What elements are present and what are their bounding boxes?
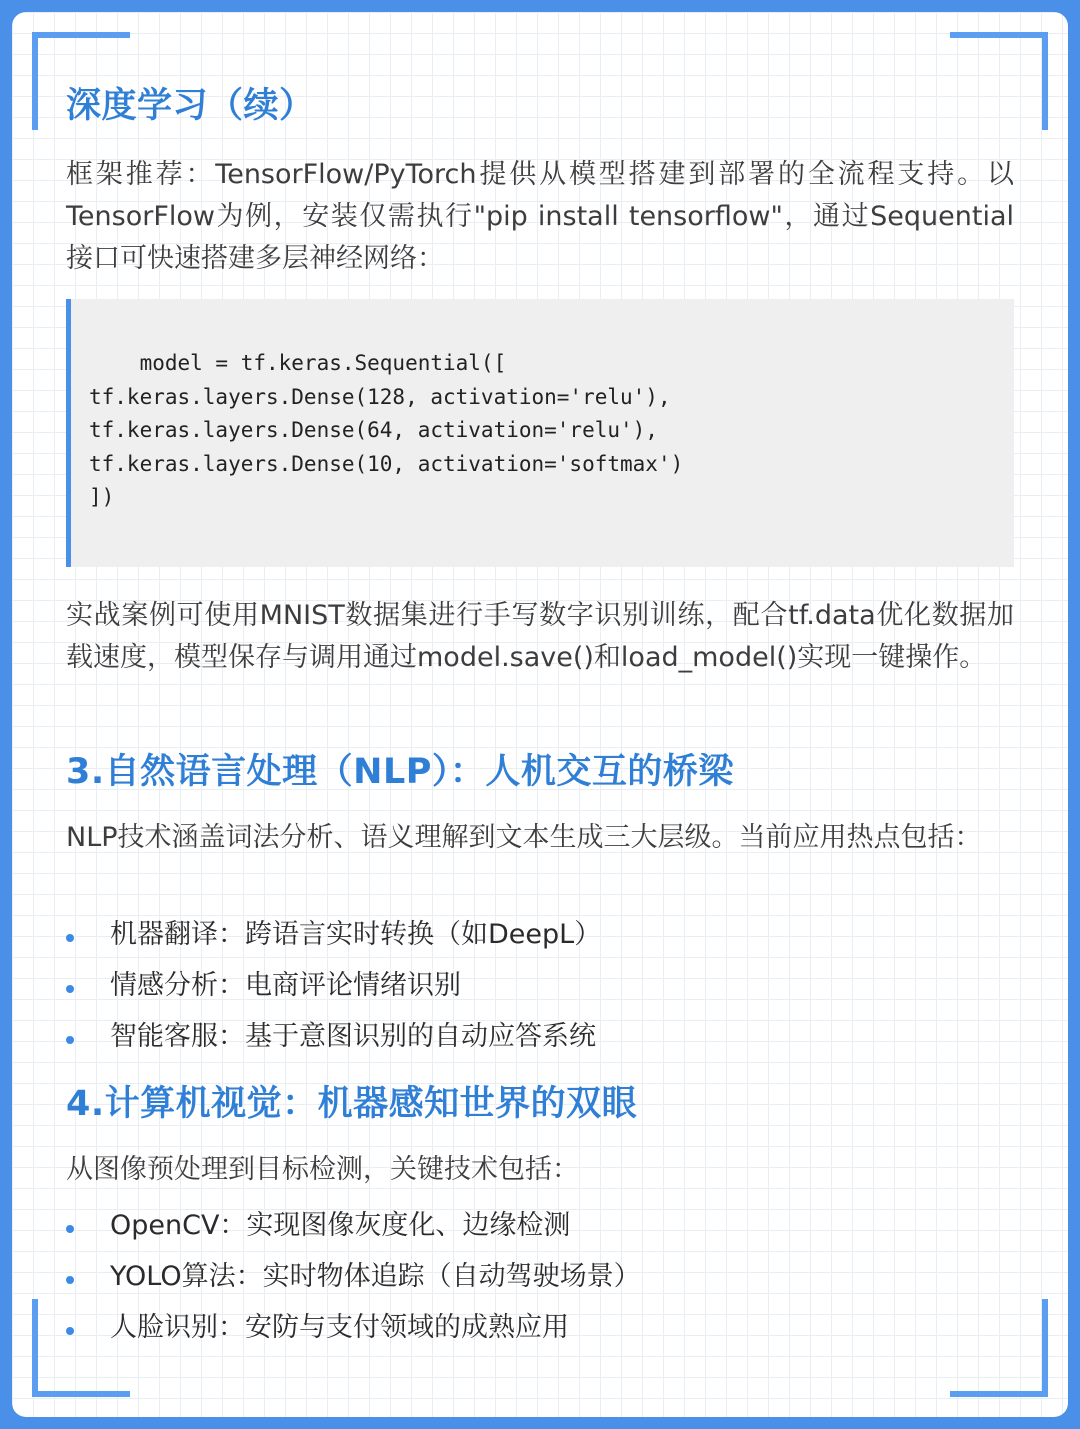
bullet-icon [66,1327,74,1335]
bullet-icon [66,934,74,942]
list-item [66,965,1014,1016]
corner-bracket-top-right [950,32,1048,130]
list-item [66,1016,1014,1067]
section4-heading: 4.计算机视觉：机器感知世界的双眼 [66,1084,638,1124]
list-item-text: 机器翻译：跨语言实时转换（如DeepL） [110,919,602,950]
list-item-text: YOLO算法：实时物体追踪（自动驾驶场景） [110,1261,641,1292]
list-item-text: 人脸识别：安防与支付领域的成熟应用 [110,1312,569,1343]
list-item-text: OpenCV：实现图像灰度化、边缘检测 [110,1210,571,1241]
case-paragraph: 实战案例可使用MNIST数据集进行手写数字识别训练，配合tf.data优化数据加载速度，模型保存与调用通过model.save()和load_model()实现一键操作。 [66,600,1014,673]
bullet-icon [66,985,74,993]
list-item [66,1256,1014,1307]
bullet-icon [66,1276,74,1284]
section4-list [66,1205,1014,1358]
section3-heading: 3.自然语言处理（NLP）：人机交互的桥梁 [66,752,734,792]
list-item-text: 智能客服：基于意图识别的自动应答系统 [110,1021,596,1052]
framework-paragraph: 框架推荐：TensorFlow/PyTorch提供从模型搭建到部署的全流程支持。以TensorFlow为例，安装仅需执行"pip install tensorflow"，通过Sequential接口可快速搭建多层神经网络： [66,159,1014,274]
list-item [66,1307,1014,1358]
list-item [66,1205,1014,1256]
page-title: 深度学习（续） [66,86,315,126]
list-item [66,914,1014,965]
bullet-icon [66,1225,74,1233]
section4-intro: 从图像预处理到目标检测，关键技术包括： [66,1154,579,1185]
section3-list [66,914,1014,1067]
code-text: model = tf.keras.Sequential([ tf.keras.layers.Dense(128, activation='relu'), tf.keras.layers.Dense(64, activation='relu'), tf.keras.layers.Dense(10, activation='softmax') ]) [89,351,684,509]
code-block [66,299,1014,567]
list-item-text: 情感分析：电商评论情绪识别 [110,970,461,1001]
bullet-icon [66,1036,74,1044]
document-page [12,12,1068,1417]
section3-intro: NLP技术涵盖词法分析、语义理解到文本生成三大层级。当前应用热点包括： [66,822,982,853]
